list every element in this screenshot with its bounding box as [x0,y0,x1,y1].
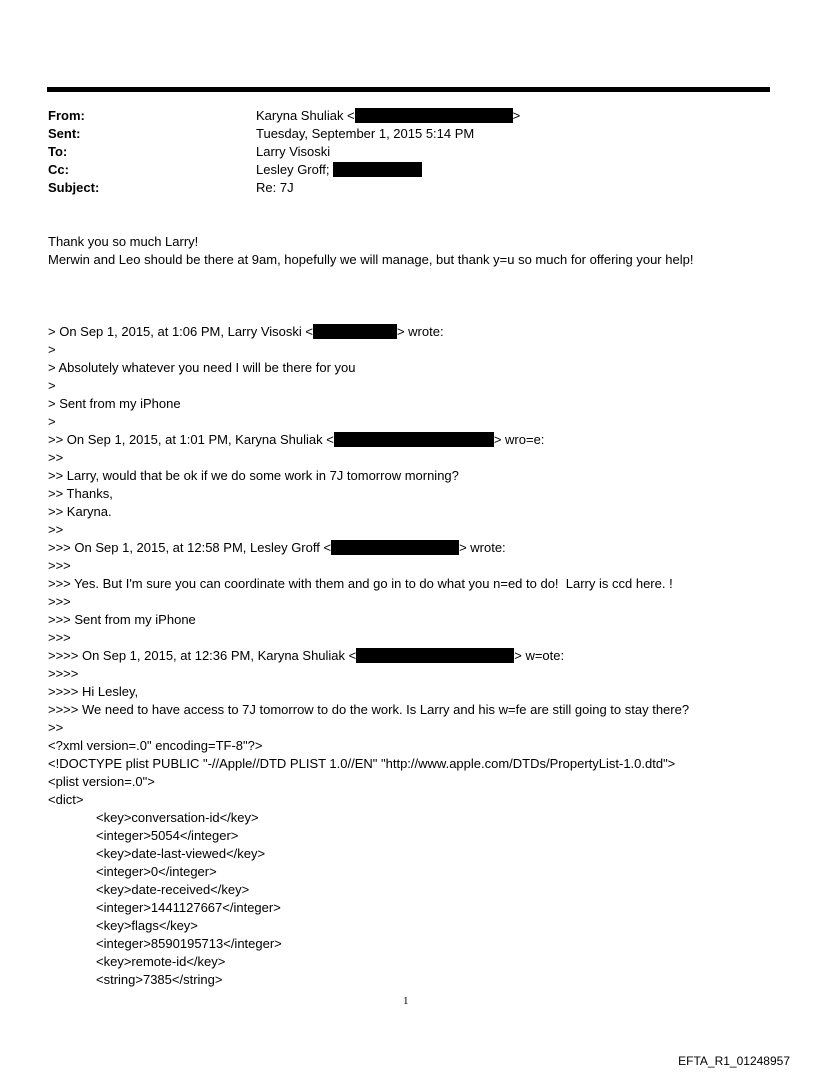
quoted-line: > [48,414,56,429]
subject-value: Re: 7J [256,180,294,195]
plist-line: <!DOCTYPE plist PUBLIC "-//Apple//DTD PLIST 1.0//EN" "http://www.apple.com/DTDs/PropertyList-1.0.dtd"> [48,756,676,771]
redaction-block [333,162,422,177]
plist-line: <?xml version=.0" encoding=TF-8"?> [48,738,263,753]
from-label: From: [48,108,85,123]
quoted-line: >>>> We need to have access to 7J tomorrow to do the work. Is Larry and his w=fe are still going to stay there? [48,702,690,717]
sent-value: Tuesday, September 1, 2015 5:14 PM [256,126,475,141]
plist-line: <key>conversation-id</key> [96,810,259,825]
quoted-line: >>> [48,558,71,573]
quoted-line: > [48,342,56,357]
redaction-block [334,432,494,447]
quoted-line: >>>> Hi Lesley, [48,684,139,699]
quoted-line: >>>> [48,666,79,681]
from-value: Karyna Shuliak < [256,108,355,123]
page-number: 1 [403,995,409,1007]
redaction-block [313,324,397,339]
redaction-block [331,540,459,555]
cc-value: Lesley Groff; [256,162,330,177]
header-rule [47,87,770,92]
plist-line: <key>remote-id</key> [96,954,226,969]
plist-line: <integer>5054</integer> [96,828,239,843]
quoted-line: > Absolutely whatever you need I will be there for you [48,360,356,375]
message-line: Merwin and Leo should be there at 9am, hopefully we will manage, but thank y=u so much for offering your help! [48,252,694,267]
quoted-line: >> Karyna. [48,504,112,519]
plist-line: <string>7385</string> [96,972,223,987]
quoted-line: >>> Yes. But I'm sure you can coordinate with them and go in to do what you n=ed to do! Larry is ccd here. ! [48,576,673,591]
quoted-line: >>> [48,594,71,609]
to-value: Larry Visoski [256,144,331,159]
to-label: To: [48,144,68,159]
quoted-line: >>>> On Sep 1, 2015, at 12:36 PM, Karyna Shuliak < > w=ote: [48,648,565,663]
quoted-line: >> On Sep 1, 2015, at 1:01 PM, Karyna Shuliak < > wro=e: [48,432,545,447]
quoted-line: > [48,378,56,393]
quoted-line: >> [48,720,64,735]
quoted-line: >> [48,522,64,537]
plist-line: <integer>1441127667</integer> [96,900,281,915]
quoted-line: >> Larry, would that be ok if we do some work in 7J tomorrow morning? [48,468,459,483]
subject-label: Subject: [48,180,100,195]
plist-line: <key>date-received</key> [96,882,250,897]
plist-line: <key>flags</key> [96,918,198,933]
quoted-line: > Sent from my iPhone [48,396,181,411]
redaction-block [356,648,514,663]
plist-line: <dict> [48,792,84,807]
quoted-line: >> [48,450,64,465]
plist-line: <key>date-last-viewed</key> [96,846,266,861]
quoted-line: >>> Sent from my iPhone [48,612,196,627]
message-line: Thank you so much Larry! [48,234,199,249]
quoted-line: >>> On Sep 1, 2015, at 12:58 PM, Lesley Groff < > wrote: [48,540,506,555]
plist-line: <integer>0</integer> [96,864,217,879]
quoted-line: >> Thanks, [48,486,113,501]
cc-label: Cc: [48,162,69,177]
quoted-line: > On Sep 1, 2015, at 1:06 PM, Larry Visoski < > wrote: [48,324,444,339]
plist-line: <plist version=.0"> [48,774,155,789]
quoted-line: >>> [48,630,71,645]
sent-label: Sent: [48,126,81,141]
from-close: > [512,108,521,123]
plist-line: <integer>8590195713</integer> [96,936,282,951]
redaction-block [355,108,513,123]
document-id: EFTA_R1_01248957 [678,1054,790,1068]
